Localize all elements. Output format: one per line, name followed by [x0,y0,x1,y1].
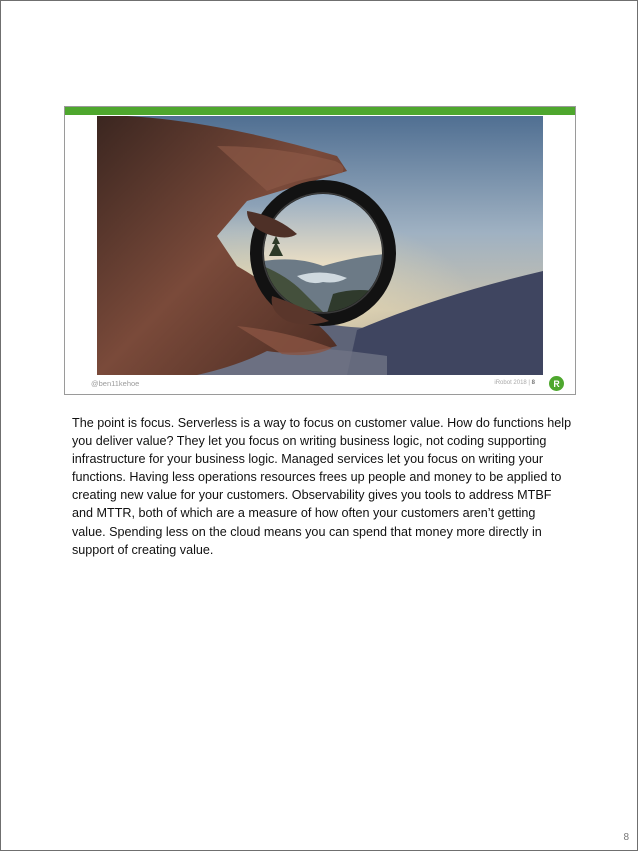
slide-event: iRobot 2018 | [494,380,532,386]
slide-author-handle: @ben11kehoe [91,379,140,388]
slide-thumbnail [64,106,576,395]
slide-footer-info [494,380,535,386]
page-number: 8 [623,832,629,843]
slide-number: 8 [531,380,535,386]
speaker-notes: The point is focus. Serverless is a way to focus on customer value. How do functions help you deliver value? They let you focus on writing business logic, not coding supporting infrastructure for your business logic. Managed services let you focus on writing your functions. Having less operations resources frees up people and money to be applied to creating new value for your customers. Observability gives you tools to address MTBF and MTTR, both of which are a measure of how often your customers aren’t getting value. Spending less on the cloud means you can spend that money more directly in support of creating value. [72,416,572,557]
lens-landscape-photo [97,116,543,375]
slide-header-bar [65,107,575,115]
irobot-logo-icon [549,376,564,391]
